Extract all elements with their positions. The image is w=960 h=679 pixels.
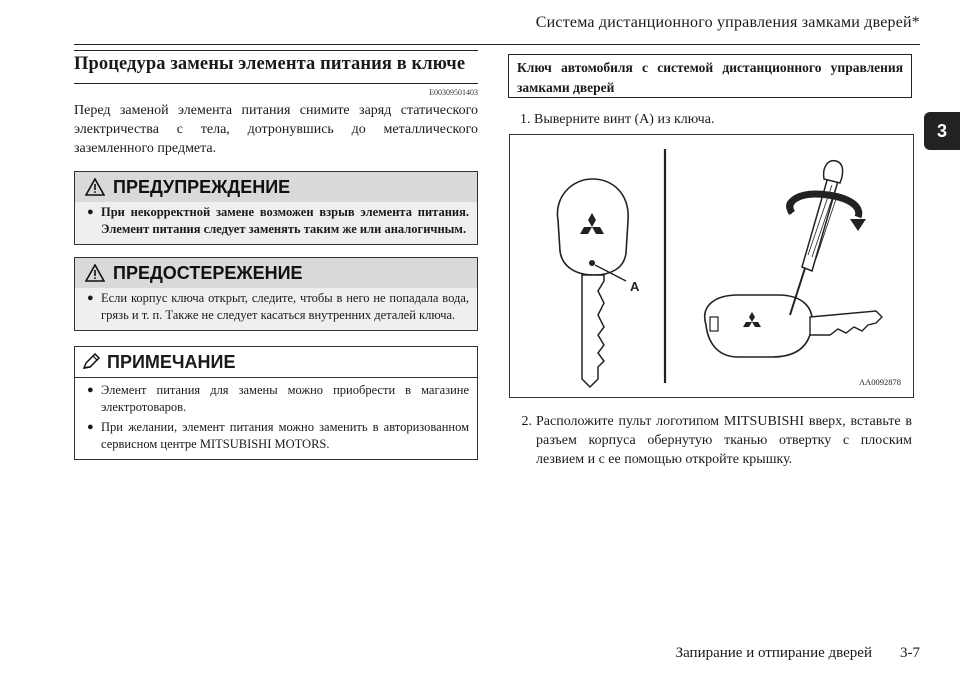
caution-body (75, 288, 477, 330)
chapter-tab: 3 (924, 112, 960, 150)
page-number: 3-7 (900, 645, 920, 661)
step-1: 1. Выверните винт (A) из ключа. (520, 112, 715, 127)
bullet-icon: ● (87, 421, 94, 433)
footer-section: Запирание и отпирание дверей (675, 645, 872, 661)
running-header: Система дистанционного управления замками дверей* (535, 14, 920, 31)
note-title: ПРИМЕЧАНИЕ (107, 351, 236, 372)
warning-body (75, 202, 477, 244)
figure-code: AA0092878 (859, 377, 902, 387)
note-item: ● Элемент питания для замены можно приобрести в магазине электротоваров. (87, 383, 469, 414)
note-header (75, 347, 477, 378)
header-divider (74, 44, 920, 45)
bullet-icon: ● (87, 292, 94, 304)
bullet-icon: ● (87, 384, 94, 396)
warning-title: ПРЕДУПРЕЖДЕНИЕ (113, 176, 291, 197)
bullet-icon: ● (87, 206, 94, 218)
caution-title: ПРЕДОСТЕРЕЖЕНИЕ (113, 262, 303, 283)
subsection-title: Ключ автомобиля с системой дистанционного управления замками дверей (508, 54, 912, 98)
pencil-icon (81, 353, 101, 371)
section-title: Процедура замены элемента питания в ключе (74, 54, 478, 84)
label-a: A (630, 279, 640, 294)
caution-icon (85, 264, 105, 282)
warning-item: ● При некорректной замене возможен взрыв элемента питания. Элемент питания следует заменять таким же или аналогичным. (87, 205, 469, 236)
warning-box (74, 171, 478, 245)
key-diagram (510, 135, 913, 397)
warning-icon (85, 178, 105, 196)
caution-header (75, 258, 477, 288)
caution-item: ● Если корпус ключа открыт, следите, чтобы в него не попадала вода, грязь и т. п. Также не следует касаться внутренних деталей ключа. (87, 291, 469, 322)
screwdriver-icon (790, 161, 843, 315)
step-2-number: 2. (521, 414, 532, 429)
step-2 (508, 412, 912, 469)
intro-paragraph: Перед заменой элемента питания снимите заряд статического электричества с тела, дотронувшись до металлического заземленного предмета. (74, 103, 478, 156)
key-illustration (509, 134, 914, 398)
note-body (75, 378, 477, 459)
note-box (74, 346, 478, 460)
caution-box (74, 257, 478, 331)
note-item: ● При желании, элемент питания можно заменить в авторизованном сервисном центре MITSUBISHI MOTORS. (87, 420, 469, 451)
warning-header (75, 172, 477, 202)
page-footer (676, 645, 920, 662)
document-code: E00309501403 (429, 88, 478, 97)
step-2-text: Расположите пульт логотипом MITSUBISHI вверх, вставьте в разъем корпуса обернутую тканью отвертку с плоским лезвием и с ее помощью откройте крышку. (536, 414, 912, 467)
